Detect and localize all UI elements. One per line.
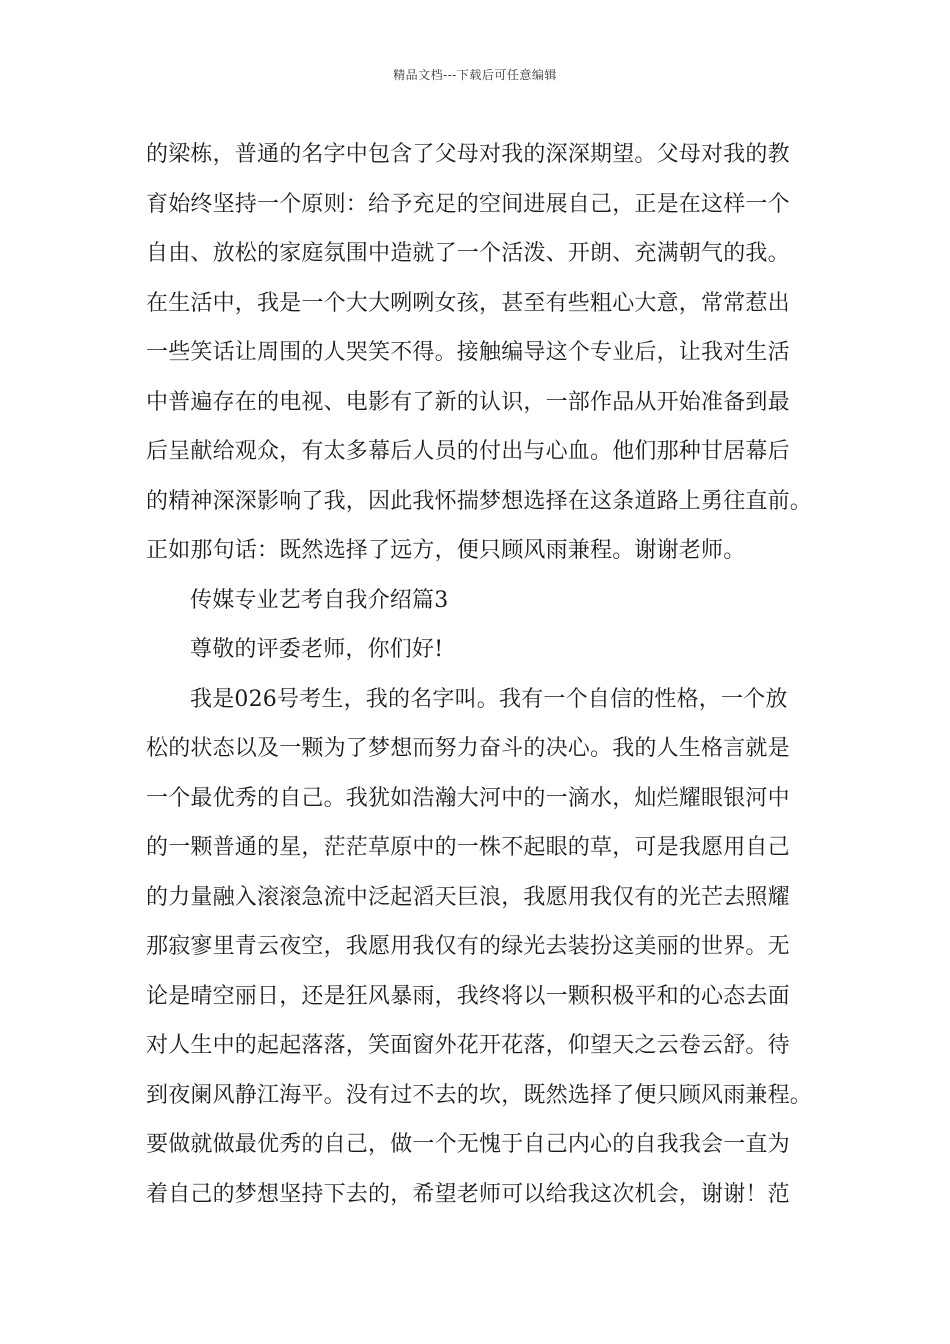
text-line: 松的状态以及一颗为了梦想而努力奋斗的决心。我的人生格言就是 <box>146 736 790 761</box>
text-line: 后呈献给观众，有太多幕后人员的付出与心血。他们那种甘居幕后 <box>146 439 790 464</box>
text-line: 到夜阑风静江海平。没有过不去的坎，既然选择了便只顾风雨兼程。 <box>146 1082 813 1108</box>
text-line: 要做就做最优秀的自己，做一个无愧于自己内心的自我我会一直为 <box>146 1132 790 1157</box>
text-line: 正如那句话：既然选择了远方，便只顾风雨兼程。谢谢老师。 <box>146 538 746 563</box>
text-line: 的一颗普通的星，茫茫草原中的一株不起眼的草，可是我愿用自己 <box>146 835 790 860</box>
text-line: 中普遍存在的电视、电影有了新的认识，一部作品从开始准备到最 <box>146 389 790 415</box>
text-line: 的梁栋，普通的名字中包含了父母对我的深深期望。父母对我的教 <box>146 142 790 167</box>
text-line: 一些笑话让周围的人哭笑不得。接触编导这个专业后，让我对生活 <box>146 340 790 365</box>
text-line: 我是026号考生，我的名字叫。我有一个自信的性格，一个放 <box>190 686 788 712</box>
text-line: 自由、放松的家庭氛围中造就了一个活泼、开朗、充满朝气的我。 <box>146 241 790 266</box>
text-line: 在生活中，我是一个大大咧咧女孩，甚至有些粗心大意，常常惹出 <box>146 290 790 316</box>
text-line: 对人生中的起起落落，笑面窗外花开花落，仰望天之云卷云舒。待 <box>146 1033 790 1058</box>
text-line: 尊敬的评委老师，你们好! <box>190 637 444 662</box>
text-line: 着自己的梦想坚持下去的，希望老师可以给我这次机会，谢谢！范 <box>146 1181 790 1207</box>
text-line: 的精神深深影响了我，因此我怀揣梦想选择在这条道路上勇往直前。 <box>146 488 813 514</box>
text-line: 一个最优秀的自己。我犹如浩瀚大河中的一滴水，灿烂耀眼银河中 <box>146 785 790 811</box>
document-body <box>146 130 826 1219</box>
text-line: 传媒专业艺考自我介绍篇3 <box>190 587 449 613</box>
text-line: 的力量融入滚滚急流中泛起滔天巨浪，我愿用我仅有的光芒去照耀 <box>146 884 790 910</box>
text-line: 论是晴空丽日，还是狂风暴雨，我终将以一颗积极平和的心态去面 <box>146 983 790 1009</box>
page-header: 精品文档---下载后可任意编辑 <box>393 68 557 82</box>
text-line: 育始终坚持一个原则：给予充足的空间进展自己，正是在这样一个 <box>146 191 790 217</box>
text-line: 那寂寥里青云夜空，我愿用我仅有的绿光去装扮这美丽的世界。无 <box>146 934 790 959</box>
